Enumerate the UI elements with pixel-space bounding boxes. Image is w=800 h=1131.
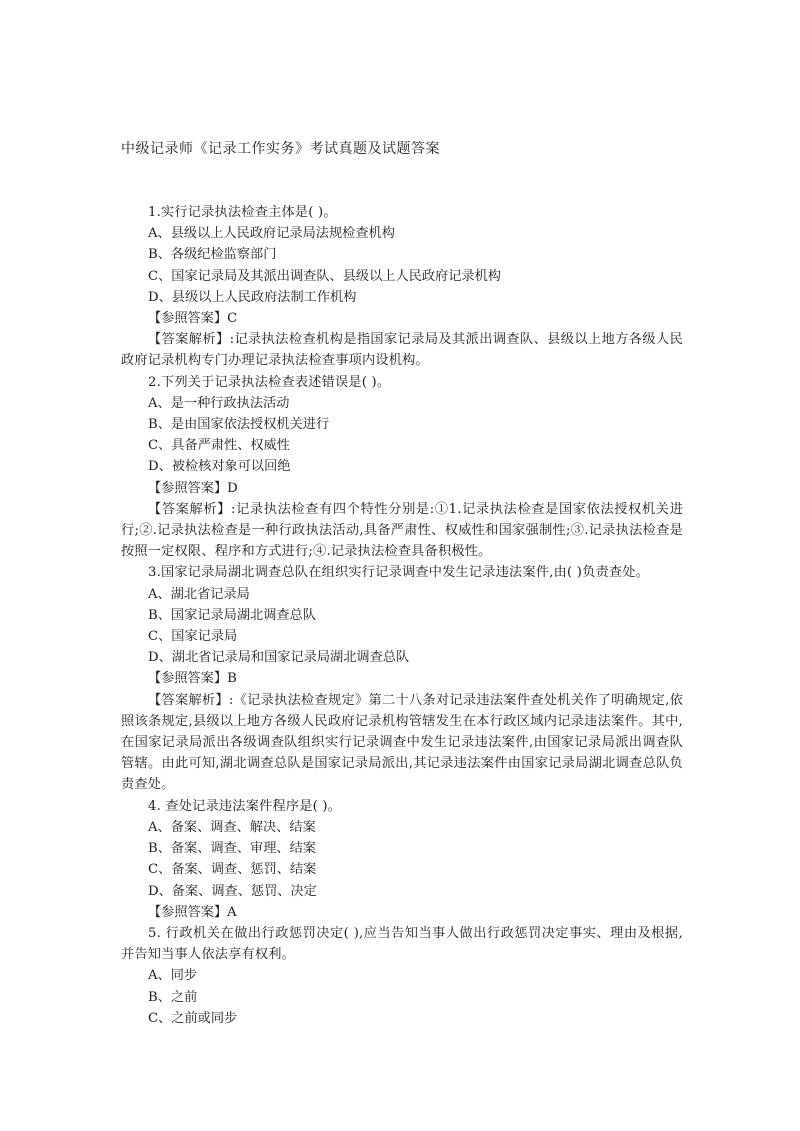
question-4-option-a: A、备案、调查、解决、结案 — [148, 819, 316, 835]
question-4-option-d: D、备案、调查、惩罚、决定 — [148, 883, 317, 899]
question-1-answer: 【参照答案】C — [148, 311, 238, 327]
question-5-stem: 5. 行政机关在做出行政惩罚决定( ),应当告知当事人做出行政惩罚决定事实、理由及根据,并告知当事人依法享有权利。 — [121, 925, 683, 963]
question-2-option-d: D、被检核对象可以回绝 — [148, 459, 291, 475]
question-5-option-a: A、同步 — [148, 968, 198, 984]
question-4-option-c: C、备案、调查、惩罚、结案 — [148, 862, 317, 878]
document-body — [121, 202, 683, 1029]
question-2-analysis: 【答案解析】:记录执法检查有四个特性分别是:①1.记录执法检查是国家依法授权机关进行;②.记录执法检查是一种行政执法活动,具备严肃性、权威性和国家强制性;③.记录执法检查是按照一定权限、程序和方式进行;④.记录执法检查具备积极性。 — [121, 501, 683, 560]
question-2-option-b: B、是由国家依法授权机关进行 — [148, 417, 330, 433]
question-3-option-c: C、国家记录局 — [148, 629, 238, 645]
question-2-stem: 2.下列关于记录执法检查表述错误是( )。 — [148, 374, 391, 390]
question-5-option-b: B、之前 — [148, 989, 198, 1005]
question-3-stem: 3.国家记录局湖北调查总队在组织实行记录调查中发生记录违法案件,由( )负责查处。 — [148, 565, 650, 581]
question-3-analysis: 【答案解析】:《记录执法检查规定》第二十八条对记录违法案件查处机关作了明确规定,依照该条规定,县级以上地方各级人民政府记录机构管辖发生在本行政区域内记录违法案件。其中,在国家记录局派出各级调查队组织实行记录调查中发生记录违法案件,由国家记录局派出调查队管辖。由此可知,湖北调查总队是国家记录局派出,其记录违法案件由国家记录局湖北调查总队负责查处。 — [121, 692, 683, 793]
question-3-option-b: B、国家记录局湖北调查总队 — [148, 607, 316, 623]
question-2-answer: 【参照答案】D — [148, 480, 238, 496]
question-2-option-c: C、具备严肃性、权威性 — [148, 438, 290, 454]
question-4-answer: 【参照答案】A — [148, 904, 237, 920]
document-title: 中级记录师《记录工作实务》考试真题及试题答案 — [121, 141, 440, 157]
question-1-analysis: 【答案解析】:记录执法检查机构是指国家记录局及其派出调查队、县级以上地方各级人民政府记录机构专门办理记录执法检查事项内设机构。 — [121, 332, 683, 369]
question-5-option-c: C、之前或同步 — [148, 1010, 238, 1026]
question-4-stem: 4. 查处记录违法案件程序是( )。 — [148, 798, 342, 814]
question-1-option-b: B、各级纪检监察部门 — [148, 247, 277, 263]
question-3-option-a: A、湖北省记录局 — [148, 586, 250, 602]
question-3-answer: 【参照答案】B — [148, 671, 237, 687]
question-1-option-c: C、国家记录局及其派出调查队、县级以上人民政府记录机构 — [148, 268, 501, 284]
question-1-option-a: A、县级以上人民政府记录局法规检查机构 — [148, 226, 395, 242]
question-3-option-d: D、湖北省记录局和国家记录局湖北调查总队 — [148, 650, 410, 666]
question-1-stem: 1.实行记录执法检查主体是( )。 — [148, 205, 337, 220]
question-1-option-d: D、县级以上人民政府法制工作机构 — [148, 289, 357, 305]
question-4-option-b: B、备案、调查、审理、结案 — [148, 841, 316, 857]
question-2-option-a: A、是一种行政执法活动 — [148, 395, 290, 411]
